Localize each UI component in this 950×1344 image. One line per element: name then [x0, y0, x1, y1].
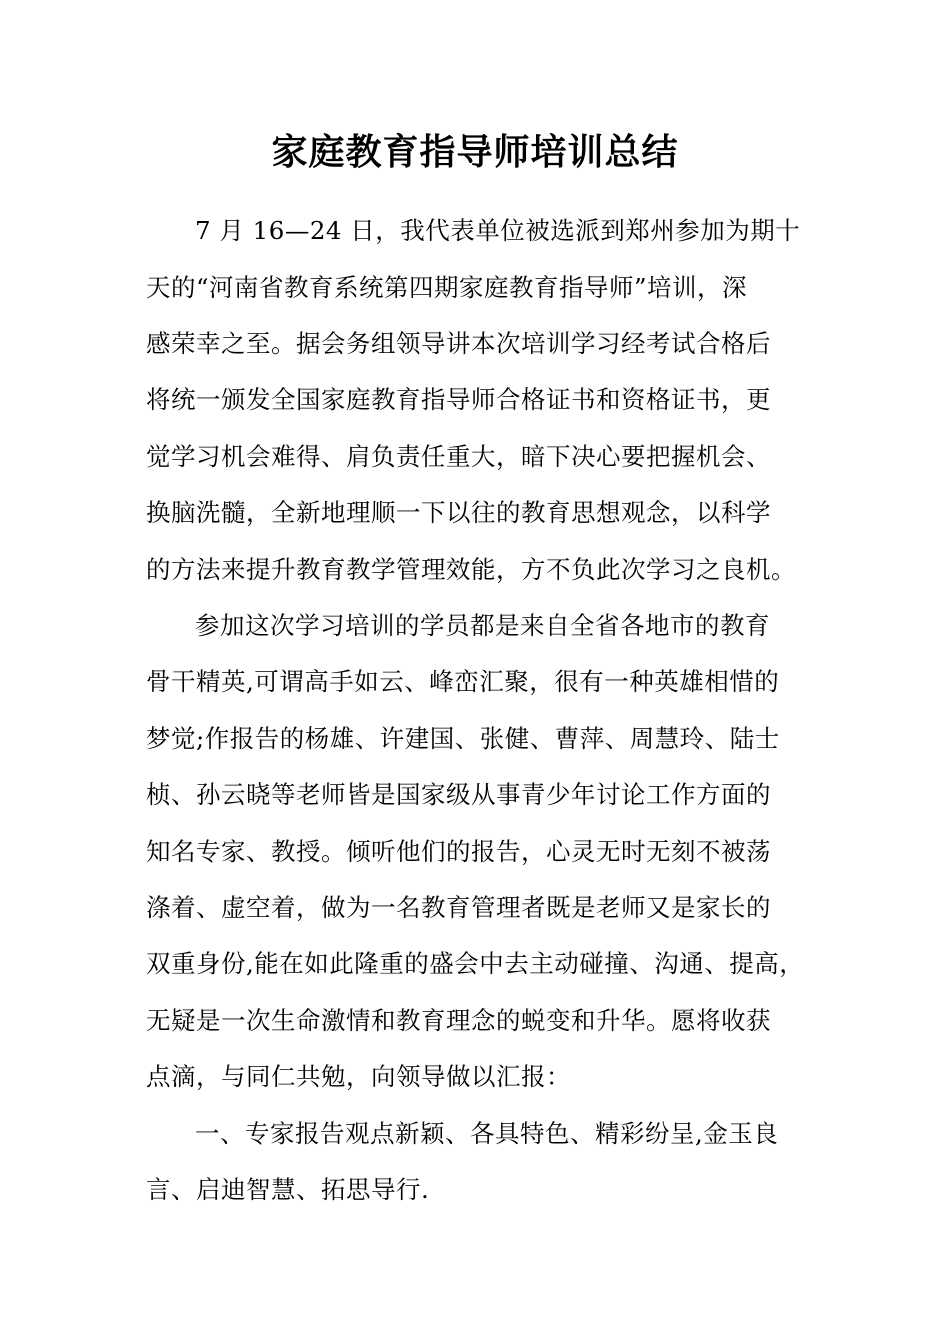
paragraph-1-line-5: 觉学习机会难得、肩负责任重大，暗下决心要把握机会、	[146, 442, 771, 471]
paragraph-3-line-2: 言、启迪智慧、拓思导行.	[146, 1175, 430, 1204]
paragraph-3-line-1: 一、专家报告观点新颖、各具特色、精彩纷呈,金玉良	[195, 1119, 779, 1148]
paragraph-2-line-7: 双重身份,能在如此隆重的盛会中去主动碰撞、沟通、提高，	[146, 949, 805, 978]
paragraph-1-line-3: 感荣幸之至。据会务组领导讲本次培训学习经考试合格后	[146, 329, 771, 358]
paragraph-2-line-3: 梦觉;作报告的杨雄、许建国、张健、曹萍、周慧玲、陆士	[146, 724, 780, 753]
paragraph-1-line-1: 7 月 16—24 日，我代表单位被选派到郑州参加为期十	[195, 216, 801, 245]
paragraph-1-line-7: 的方法来提升教育教学管理效能，方不负此次学习之良机。	[146, 555, 796, 584]
paragraph-2-line-2: 骨干精英,可谓高手如云、峰峦汇聚，很有一种英雄相惜的	[146, 667, 780, 696]
paragraph-2-line-5: 知名专家、教授。倾听他们的报告，心灵无时无刻不被荡	[146, 837, 771, 866]
paragraph-2-line-8: 无疑是一次生命激情和教育理念的蜕变和升华。愿将收获	[146, 1006, 771, 1035]
paragraph-1-line-2: 天的“河南省教育系统第四期家庭教育指导师”培训，深	[146, 273, 748, 302]
paragraph-2-line-4: 桢、孙云晓等老师皆是国家级从事青少年讨论工作方面的	[146, 780, 771, 809]
paragraph-2-line-9: 点滴，与同仁共勉，向领导做以汇报：	[146, 1062, 571, 1091]
paragraph-1-line-6: 换脑洗髓，全新地理顺一下以往的教育思想观念，以科学	[146, 498, 771, 527]
paragraph-2-line-6: 涤着、虚空着，做为一名教育管理者既是老师又是家长的	[146, 893, 771, 922]
document-title: 家庭教育指导师培训总结	[271, 131, 679, 173]
paragraph-2-line-1: 参加这次学习培训的学员都是来自全省各地市的教育	[195, 611, 770, 640]
paragraph-1-line-4: 将统一颁发全国家庭教育指导师合格证书和资格证书，更	[146, 385, 771, 414]
